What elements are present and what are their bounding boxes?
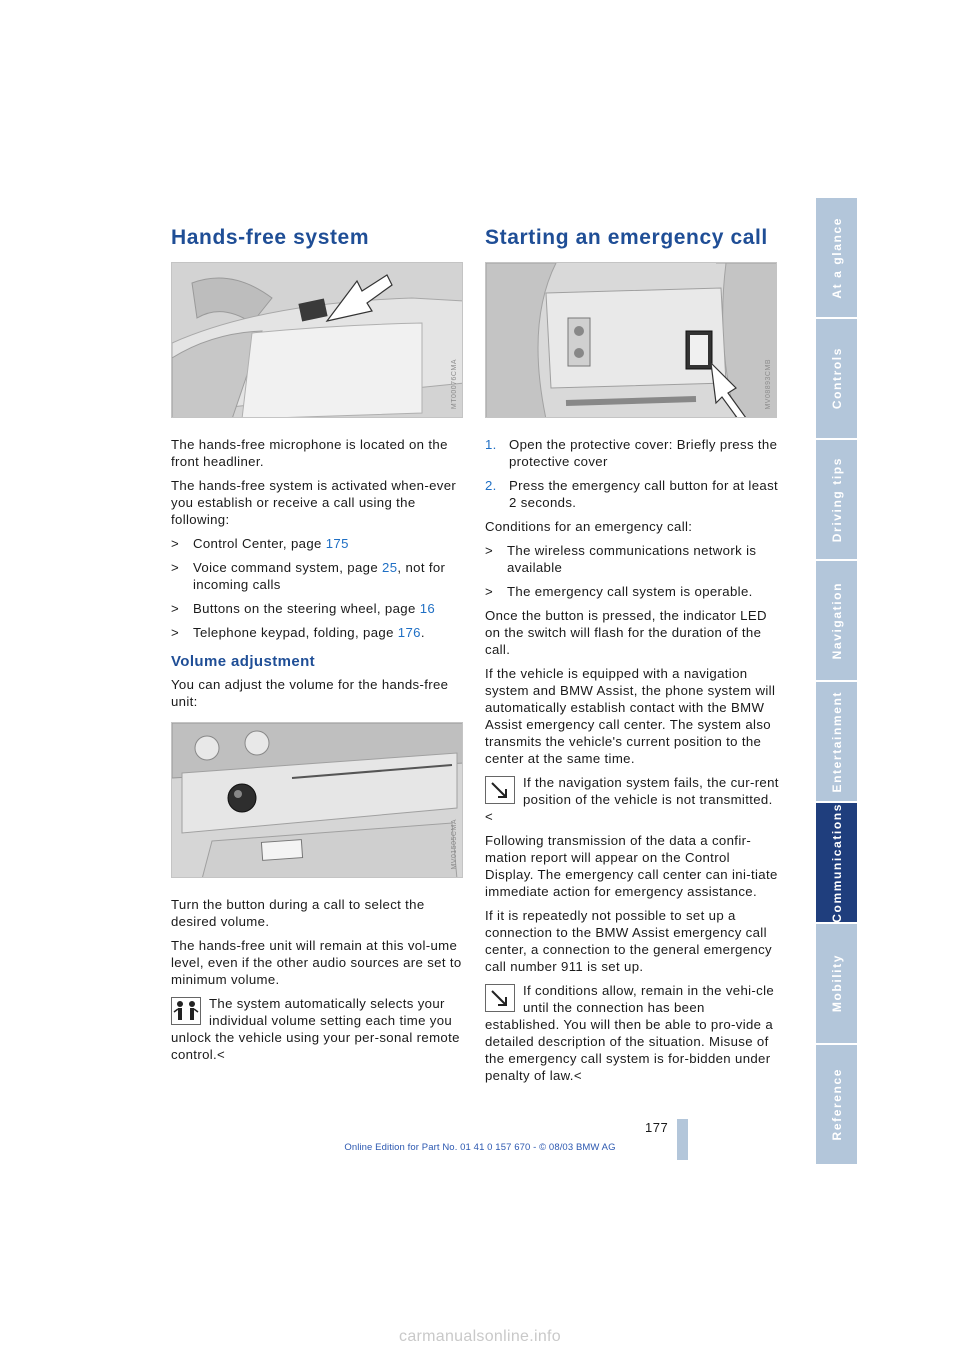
bullet-mark: > xyxy=(485,543,494,558)
headliner-microphone-figure xyxy=(171,262,463,418)
paragraph: Once the button is pressed, the indicator LED on the switch will flash for the duration of the call. xyxy=(485,608,767,657)
tab-entertainment[interactable]: Entertainment xyxy=(816,682,857,801)
tab-communications[interactable]: Communications xyxy=(816,803,857,922)
tab-mobility[interactable]: Mobility xyxy=(816,924,857,1043)
remain-in-vehicle-note xyxy=(485,982,780,1084)
paragraph: Turn the button during a call to select the desired volume. xyxy=(171,897,425,929)
note-text: If the navigation system fails, the cur-rent position of the vehicle is not transmitted.< xyxy=(485,775,779,824)
figure-code: MV08893CMB xyxy=(765,359,772,410)
headliner-illustration xyxy=(172,263,463,418)
chapter-sidebar xyxy=(816,198,857,1166)
overhead-console-illustration xyxy=(486,263,777,418)
right-column xyxy=(485,226,780,1091)
emergency-button-figure xyxy=(485,262,777,418)
note-text: If conditions allow, remain in the vehi-cle until the connection has been established. You will then be able to pro-vide a detailed description of the situation. Misuse of the emergency call system is for-bidden under penalty of law.< xyxy=(485,983,775,1083)
note-text: The system automatically selects your individual volume setting each time you unlock the vehicle using your per-sonal remote control.< xyxy=(171,996,460,1062)
step-number: 1. xyxy=(485,437,497,452)
tab-at-a-glance[interactable]: At a glance xyxy=(816,198,857,317)
figure-code: MT00076CMA xyxy=(451,359,458,410)
watermark: carmanualsonline.info xyxy=(399,1328,561,1345)
paragraph: The hands-free unit will remain at this vol-ume level, even if the other audio sources are set to minimum volume. xyxy=(171,938,462,987)
bullet-mark: > xyxy=(171,625,180,640)
paragraph: Following transmission of the data a confir-mation report will appear on the Control Display. The emergency call center can ini-tiate immediate action for emergency assistance. xyxy=(485,833,778,899)
paragraph: If the vehicle is equipped with a navigation system and BMW Assist, the phone system will automatically establish contact with the BMW Assist emergency call center. The system also transmits the vehicle's current position to the center at the same time. xyxy=(485,666,776,766)
tab-controls[interactable]: Controls xyxy=(816,319,857,438)
list-item xyxy=(485,542,780,576)
list-item xyxy=(485,436,780,470)
personal-profile-note xyxy=(171,995,466,1063)
personal-profile-icon xyxy=(171,997,201,1025)
page-reference-link[interactable]: 25 xyxy=(382,560,398,575)
bullet-mark: > xyxy=(485,584,494,599)
navigation-failure-note xyxy=(485,774,780,825)
bullet-mark: > xyxy=(171,536,180,551)
page-marker-bar xyxy=(677,1119,688,1160)
list-item: > Control Center, page 175 xyxy=(171,536,349,551)
step-text: Press the emergency call button for at least 2 seconds. xyxy=(509,478,779,510)
condition-text: The emergency call system is operable. xyxy=(507,584,753,599)
figure-code: MV01505CMA xyxy=(451,819,458,870)
paragraph: If it is repeatedly not possible to set up a connection to the BMW Assist emergency call center, a connection to the general emergency call number 911 is set up. xyxy=(485,908,773,974)
paragraph: You can adjust the volume for the hands-free unit: xyxy=(171,677,449,709)
page-reference-link[interactable]: 175 xyxy=(325,536,349,551)
list-item: > Telephone keypad, folding, page 176. xyxy=(171,625,425,640)
tab-reference[interactable]: Reference xyxy=(816,1045,857,1164)
step-text: Open the protective cover: Briefly press the protective cover xyxy=(509,437,778,469)
tab-driving-tips[interactable]: Driving tips xyxy=(816,440,857,559)
bullet-mark: > xyxy=(171,601,180,616)
footer-edition: Online Edition for Part No. 01 41 0 157 670 - © 08/03 BMW AG xyxy=(344,1142,616,1153)
paragraph: Conditions for an emergency call: xyxy=(485,519,693,534)
tab-navigation[interactable]: Navigation xyxy=(816,561,857,680)
list-item xyxy=(485,477,780,511)
page-reference-link[interactable]: 16 xyxy=(419,601,436,616)
note-arrow-icon xyxy=(485,984,515,1012)
list-item: > Voice command system, page 25, not for incoming calls xyxy=(171,560,446,592)
note-arrow-icon xyxy=(485,776,515,804)
subsection-title-volume: Volume adjustment xyxy=(171,653,316,670)
volume-knob-figure xyxy=(171,722,463,878)
page-number: 177 xyxy=(645,1120,669,1135)
condition-text: The wireless communications network is available xyxy=(507,543,757,575)
section-title-emergency-call: Starting an emergency call xyxy=(485,226,768,249)
list-item xyxy=(485,583,780,600)
paragraph: The hands-free microphone is located on the front headliner. xyxy=(171,437,448,469)
section-title-hands-free: Hands-free system xyxy=(171,226,370,249)
console-illustration xyxy=(172,723,463,878)
left-column xyxy=(171,226,466,1070)
list-item: > Buttons on the steering wheel, page 16 xyxy=(171,601,436,616)
paragraph: The hands-free system is activated when-ever you establish or receive a call using the following: xyxy=(171,478,457,527)
bullet-mark: > xyxy=(171,560,180,575)
step-number: 2. xyxy=(485,478,497,493)
page-reference-link[interactable]: 176 xyxy=(397,625,421,640)
